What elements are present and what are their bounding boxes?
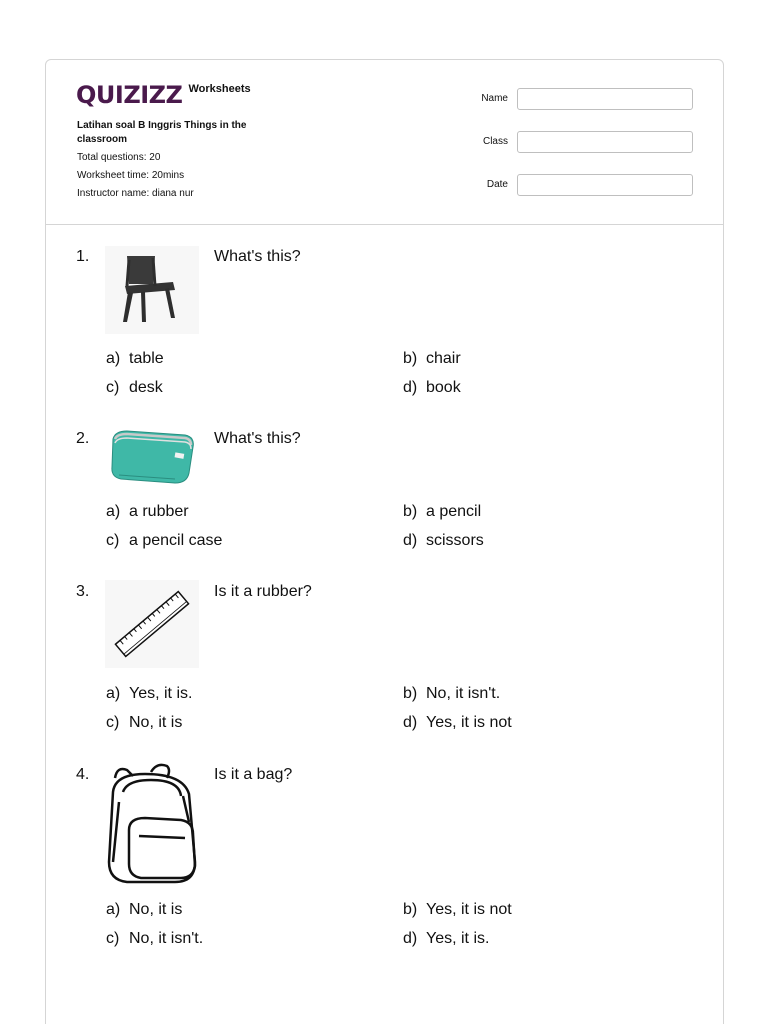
option-text: Yes, it is. bbox=[129, 685, 193, 702]
option-letter: a) bbox=[106, 685, 121, 702]
option-a[interactable] bbox=[106, 503, 189, 521]
option-letter: c) bbox=[106, 532, 120, 549]
option-text: Yes, it is not bbox=[426, 714, 512, 731]
option-c[interactable] bbox=[106, 930, 203, 948]
question-number: 2. bbox=[76, 430, 90, 447]
name-label: Name bbox=[481, 93, 508, 104]
chair-icon bbox=[105, 246, 199, 334]
class-field[interactable] bbox=[517, 131, 693, 153]
backpack-icon bbox=[105, 762, 199, 886]
logo-text: QUIZIZZ bbox=[76, 81, 183, 109]
option-text: No, it isn't. bbox=[426, 685, 501, 702]
question-text: Is it a rubber? bbox=[214, 583, 312, 600]
pencil-case-icon bbox=[105, 425, 199, 489]
date-label: Date bbox=[486, 179, 508, 190]
total-questions: Total questions: 20 bbox=[77, 152, 161, 163]
option-text: Yes, it is not bbox=[426, 901, 512, 918]
question-text: What's this? bbox=[214, 248, 301, 265]
date-field[interactable] bbox=[517, 174, 693, 196]
option-letter: b) bbox=[403, 350, 418, 367]
option-letter: a) bbox=[106, 901, 121, 918]
option-text: No, it is bbox=[129, 714, 183, 731]
worksheet-header bbox=[46, 60, 723, 225]
question-number: 1. bbox=[76, 248, 90, 265]
option-b[interactable] bbox=[403, 901, 512, 919]
quizizz-logo bbox=[76, 79, 251, 107]
option-d[interactable] bbox=[403, 379, 461, 397]
option-text: No, it isn't. bbox=[129, 930, 204, 947]
option-letter: c) bbox=[106, 714, 120, 731]
option-letter: a) bbox=[106, 350, 121, 367]
option-c[interactable] bbox=[106, 532, 222, 550]
option-text: scissors bbox=[426, 532, 484, 549]
option-text: Yes, it is. bbox=[426, 930, 490, 947]
class-label: Class bbox=[482, 136, 508, 147]
question-number: 3. bbox=[76, 583, 90, 600]
logo-product: Worksheets bbox=[188, 83, 251, 95]
option-a[interactable] bbox=[106, 685, 192, 703]
question-text: Is it a bag? bbox=[214, 766, 293, 783]
option-text: table bbox=[129, 350, 164, 367]
option-b[interactable] bbox=[403, 350, 461, 368]
option-letter: b) bbox=[403, 901, 418, 918]
option-text: a pencil bbox=[426, 503, 482, 520]
option-letter: d) bbox=[403, 379, 418, 396]
option-text: No, it is bbox=[129, 901, 183, 918]
option-letter: d) bbox=[403, 714, 418, 731]
option-text: book bbox=[426, 379, 461, 396]
option-letter: b) bbox=[403, 503, 418, 520]
option-d[interactable] bbox=[403, 930, 489, 948]
name-field[interactable] bbox=[517, 88, 693, 110]
option-d[interactable] bbox=[403, 714, 512, 732]
option-letter: c) bbox=[106, 379, 120, 396]
option-text: desk bbox=[129, 379, 163, 396]
option-b[interactable] bbox=[403, 503, 481, 521]
option-text: a rubber bbox=[129, 503, 189, 520]
option-b[interactable] bbox=[403, 685, 500, 703]
option-letter: d) bbox=[403, 532, 418, 549]
question-text: What's this? bbox=[214, 430, 301, 447]
option-d[interactable] bbox=[403, 532, 484, 550]
option-text: chair bbox=[426, 350, 461, 367]
option-text: a pencil case bbox=[129, 532, 223, 549]
option-letter: b) bbox=[403, 685, 418, 702]
option-c[interactable] bbox=[106, 714, 182, 732]
option-letter: a) bbox=[106, 503, 121, 520]
worksheet-time: Worksheet time: 20mins bbox=[77, 170, 185, 181]
option-letter: d) bbox=[403, 930, 418, 947]
option-a[interactable] bbox=[106, 350, 164, 368]
instructor-name: Instructor name: diana nur bbox=[77, 188, 194, 199]
option-a[interactable] bbox=[106, 901, 182, 919]
option-c[interactable] bbox=[106, 379, 163, 397]
question-number: 4. bbox=[76, 766, 90, 783]
ruler-icon bbox=[105, 580, 199, 668]
worksheet-title: Latihan soal B Inggris Things in the classroom bbox=[77, 120, 247, 145]
option-letter: c) bbox=[106, 930, 120, 947]
